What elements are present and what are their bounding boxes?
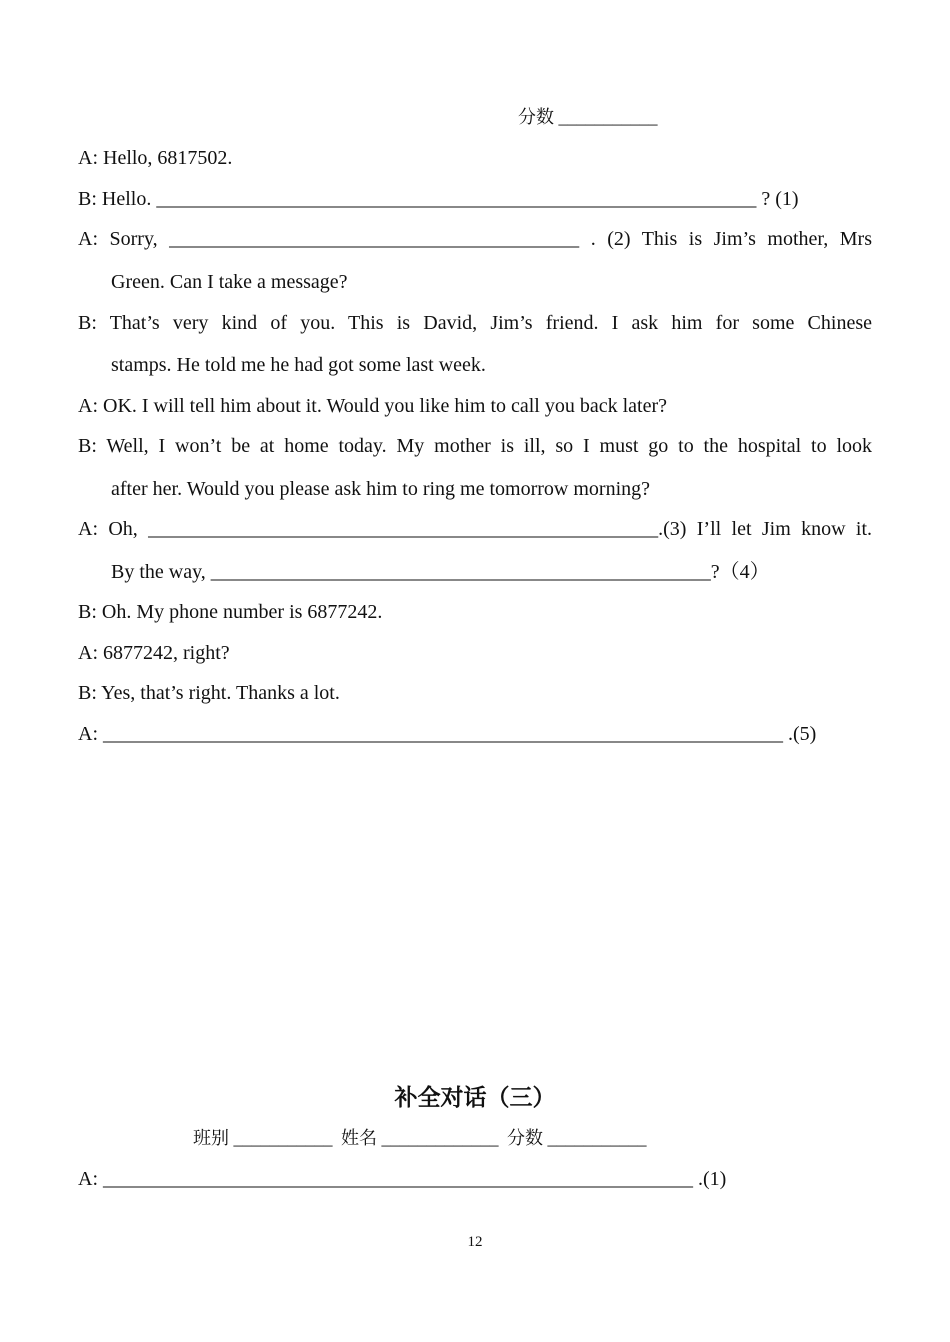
dialogue-line-7: A: Oh, ___________________________________________________.(3) I’ll let Jim know it. <box>78 518 872 540</box>
name-field: 姓名 _____________ <box>341 1128 499 1148</box>
dialogue-line-4-cont: stamps. He told me he had got some last week. <box>111 354 486 376</box>
dialogue-line-3: A: Sorry, _________________________________________ . (2) This is Jim’s mother, Mrs <box>78 228 872 250</box>
dialogue-line-1: A: Hello, 6817502. <box>78 147 233 169</box>
dialogue-line-9: A: 6877242, right? <box>78 642 230 664</box>
dialogue-line-4: B: That’s very kind of you. This is David, Jim’s friend. I ask him for some Chinese <box>78 312 872 334</box>
page-number: 12 <box>467 1234 483 1250</box>
dialogue-line-2: B: Hello. ____________________________________________________________ ? (1) <box>78 188 799 210</box>
dialogue-line-6: B: Well, I won’t be at home today. My mother is ill, so I must go to the hospital to look <box>78 435 872 457</box>
section-title: 补全对话（三） <box>394 1085 556 1111</box>
dialogue-line-10: B: Yes, that’s right. Thanks a lot. <box>78 682 340 704</box>
score-field: 分数 ___________ <box>518 107 658 127</box>
dialogue-line-8: B: Oh. My phone number is 6877242. <box>78 601 383 623</box>
section2-line-1: A: ___________________________________________________________ .(1) <box>78 1168 727 1190</box>
dialogue-line-5: A: OK. I will tell him about it. Would you like him to call you back later? <box>78 395 668 417</box>
dialogue-line-3-cont: Green. Can I take a message? <box>111 271 348 293</box>
class-field: 班别 ___________ <box>193 1128 333 1148</box>
dialogue-line-7-cont: By the way, __________________________________________________?（4） <box>111 561 770 583</box>
student-info-row <box>193 1126 651 1150</box>
dialogue-line-11: A: ____________________________________________________________________ .(5) <box>78 723 817 745</box>
dialogue-line-6-cont: after her. Would you please ask him to ring me tomorrow morning? <box>111 478 651 500</box>
score-field-2: 分数 ___________ <box>507 1128 647 1148</box>
